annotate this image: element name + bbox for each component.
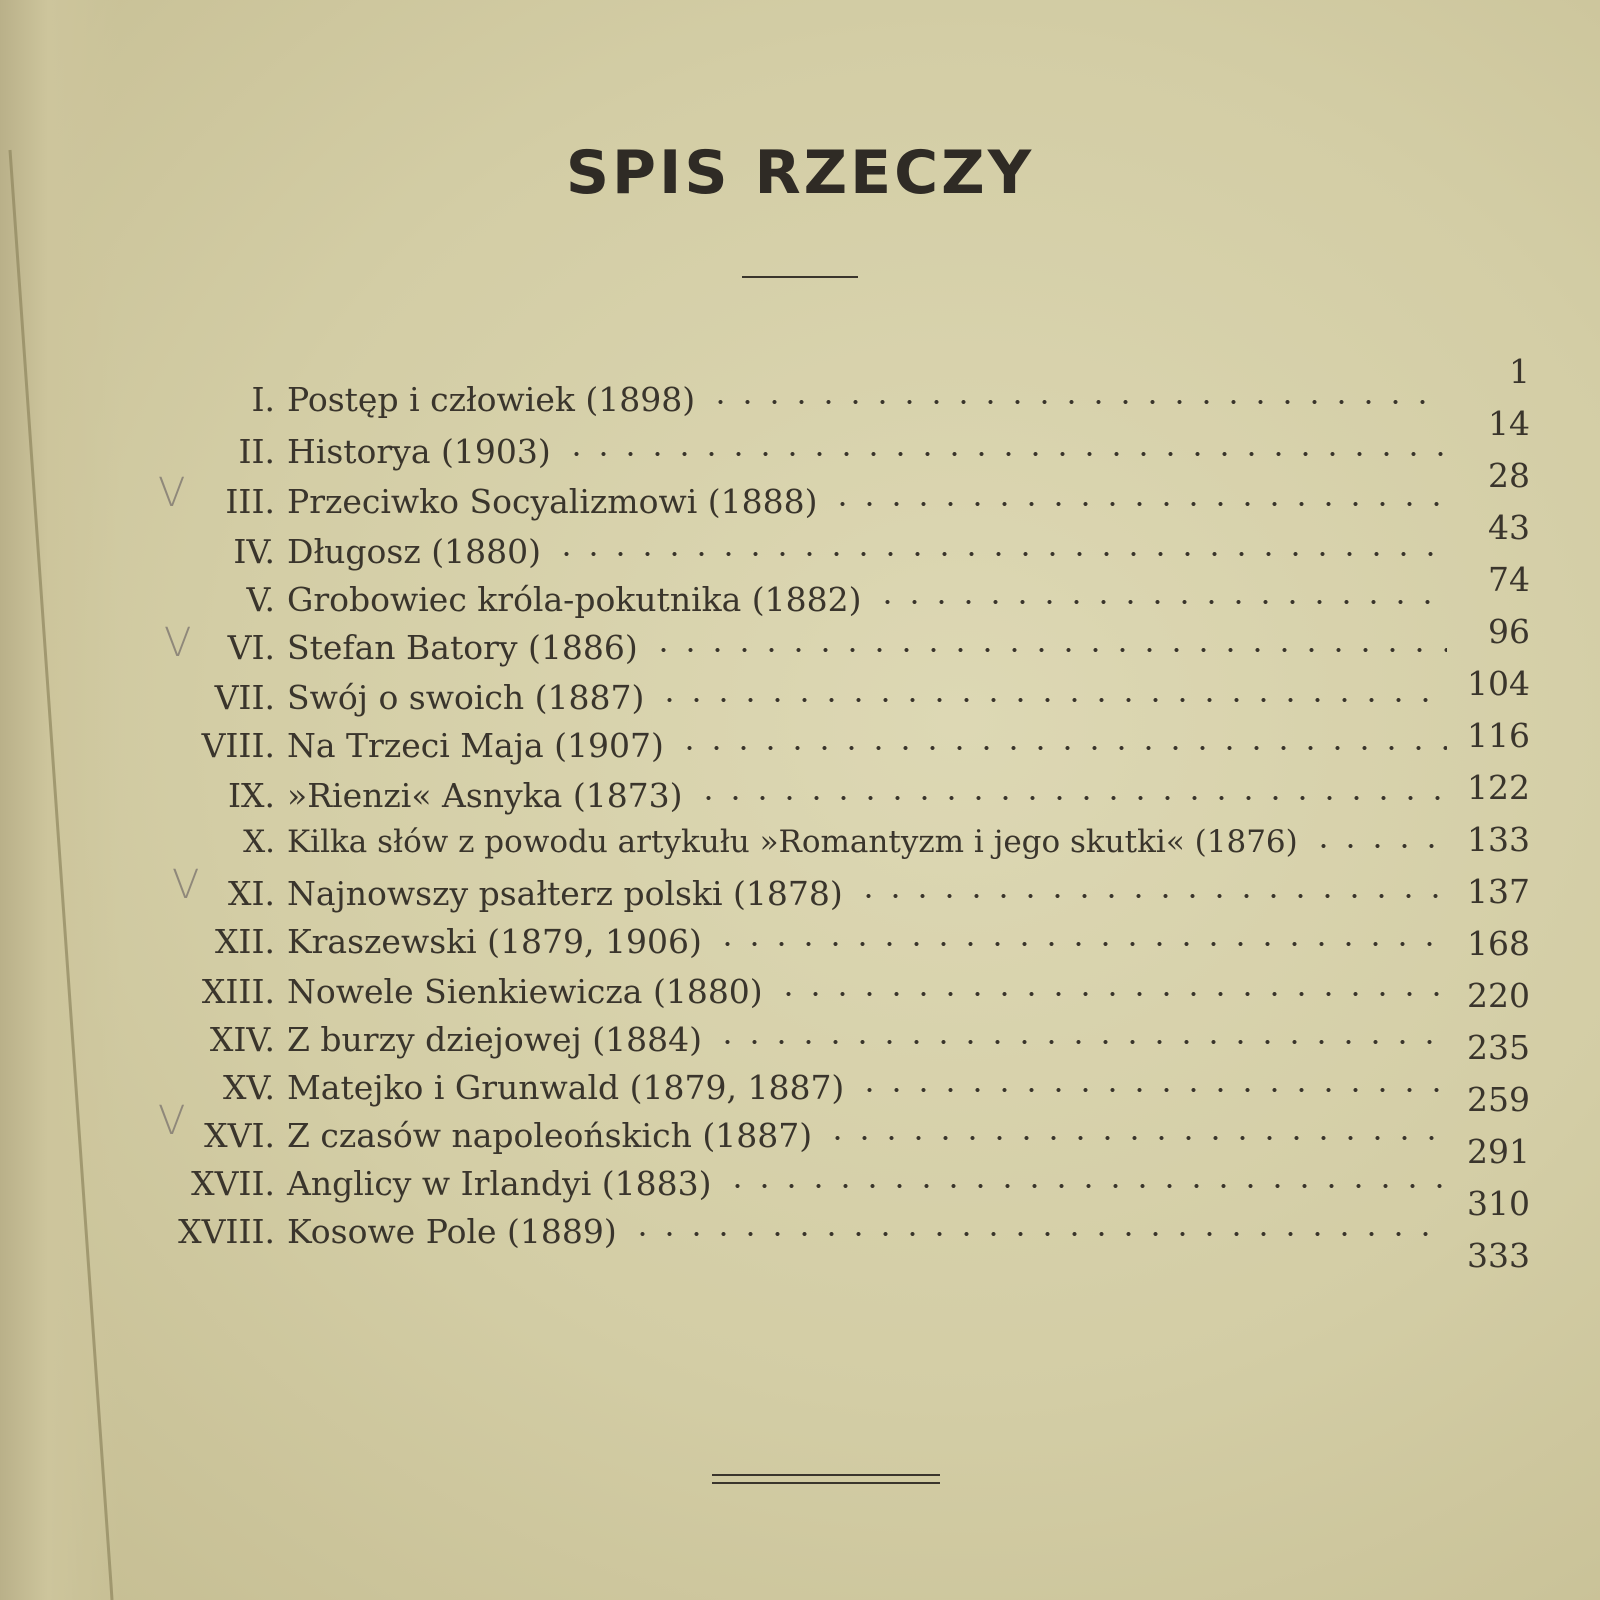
entry-numeral: IV. bbox=[233, 532, 275, 571]
entry-numeral: XV. bbox=[222, 1068, 275, 1107]
toc-entry bbox=[0, 1164, 1465, 1208]
dot-leader bbox=[629, 1229, 1447, 1239]
entry-page-number: 235 bbox=[1467, 1028, 1530, 1067]
toc-entry bbox=[0, 532, 1465, 576]
dot-leader bbox=[824, 1133, 1447, 1143]
pencil-checkmark: V bbox=[158, 1098, 186, 1144]
entry-title: Na Trzeci Maja (1907) bbox=[287, 726, 664, 765]
toc-entry bbox=[0, 726, 1465, 770]
toc-entry bbox=[0, 580, 1465, 624]
entry-page-number: 1 bbox=[1509, 352, 1530, 391]
toc-entry bbox=[0, 432, 1465, 476]
dot-leader bbox=[775, 989, 1447, 999]
pencil-checkmark: V bbox=[158, 470, 186, 516]
entry-page-number: 43 bbox=[1488, 508, 1530, 547]
toc-entry bbox=[0, 874, 1465, 918]
entry-title: Nowele Sienkiewicza (1880) bbox=[287, 972, 763, 1011]
entry-page-number: 333 bbox=[1467, 1236, 1530, 1275]
entry-numeral: V. bbox=[246, 580, 275, 619]
entry-title: Swój o swoich (1887) bbox=[287, 678, 645, 717]
page-title: SPIS RZECZY bbox=[565, 138, 1035, 208]
entry-title: Matejko i Grunwald (1879, 1887) bbox=[287, 1068, 845, 1107]
entry-page-number: 137 bbox=[1467, 872, 1530, 911]
entry-numeral: XVI. bbox=[204, 1116, 275, 1155]
entry-title: Postęp i człowiek (1898) bbox=[287, 380, 696, 419]
entry-title: Najnowszy psałterz polski (1878) bbox=[287, 874, 843, 913]
dot-leader bbox=[1310, 841, 1447, 851]
toc-entry bbox=[0, 678, 1465, 722]
entry-title: Z burzy dziejowej (1884) bbox=[287, 1020, 703, 1059]
toc-entry bbox=[0, 824, 1465, 868]
dot-leader bbox=[695, 793, 1447, 803]
entry-numeral: IX. bbox=[227, 776, 275, 815]
dot-leader bbox=[563, 449, 1447, 459]
toc-entry bbox=[0, 972, 1465, 1016]
entry-numeral: XVIII. bbox=[178, 1212, 275, 1251]
entry-page-number: 133 bbox=[1467, 820, 1530, 859]
entry-numeral: XI. bbox=[227, 874, 275, 913]
dot-leader bbox=[874, 597, 1447, 607]
entry-title: Kraszewski (1879, 1906) bbox=[287, 922, 702, 961]
entry-numeral: II. bbox=[238, 432, 275, 471]
dot-leader bbox=[714, 1037, 1447, 1047]
dot-leader bbox=[676, 743, 1447, 753]
toc-entry bbox=[0, 1068, 1465, 1112]
pencil-checkmark: V bbox=[172, 862, 200, 908]
entry-title: Przeciwko Socyalizmowi (1888) bbox=[287, 482, 818, 521]
entry-page-number: 168 bbox=[1467, 924, 1530, 963]
entry-numeral: I. bbox=[251, 380, 275, 419]
pencil-checkmark: V bbox=[164, 620, 192, 666]
toc-entry bbox=[0, 380, 1465, 424]
entry-page-number: 28 bbox=[1488, 456, 1530, 495]
entry-title: Kosowe Pole (1889) bbox=[287, 1212, 617, 1251]
dot-leader bbox=[714, 939, 1447, 949]
toc-entry bbox=[0, 628, 1465, 672]
entry-numeral: III. bbox=[225, 482, 275, 521]
entry-numeral: XIII. bbox=[201, 972, 275, 1011]
entry-numeral: XII. bbox=[214, 922, 275, 961]
entry-page-number: 122 bbox=[1467, 768, 1530, 807]
entry-title: »Rienzi« Asnyka (1873) bbox=[287, 776, 683, 815]
entry-page-number: 104 bbox=[1467, 664, 1530, 703]
entry-title: Stefan Batory (1886) bbox=[287, 628, 638, 667]
entry-page-number: 74 bbox=[1488, 560, 1530, 599]
entry-numeral: XVII. bbox=[191, 1164, 275, 1203]
dot-leader bbox=[553, 549, 1447, 559]
dot-leader bbox=[856, 1085, 1447, 1095]
dot-leader bbox=[724, 1181, 1447, 1191]
entry-page-number: 291 bbox=[1467, 1132, 1530, 1171]
dot-leader bbox=[829, 499, 1447, 509]
entry-title: Anglicy w Irlandyi (1883) bbox=[287, 1164, 712, 1203]
entry-title: Długosz (1880) bbox=[287, 532, 541, 571]
entry-numeral: VI. bbox=[227, 628, 275, 667]
footer-double-rule-top bbox=[712, 1474, 940, 1476]
entry-title: Kilka słów z powodu artykułu »Romantyzm i jego skutki« (1876) bbox=[287, 824, 1298, 860]
footer-double-rule-bottom bbox=[712, 1482, 940, 1484]
entry-page-number: 14 bbox=[1488, 404, 1530, 443]
toc-entry bbox=[0, 776, 1465, 820]
toc-entry bbox=[0, 1020, 1465, 1064]
entry-numeral: VIII. bbox=[201, 726, 275, 765]
entry-page-number: 96 bbox=[1488, 612, 1530, 651]
entry-page-number: 220 bbox=[1467, 976, 1530, 1015]
entry-title: Z czasów napoleońskich (1887) bbox=[287, 1116, 813, 1155]
dot-leader bbox=[656, 695, 1447, 705]
entry-page-number: 310 bbox=[1467, 1184, 1530, 1223]
entry-title: Grobowiec króla-pokutnika (1882) bbox=[287, 580, 862, 619]
entry-page-number: 116 bbox=[1467, 716, 1530, 755]
entry-numeral: XIV. bbox=[209, 1020, 275, 1059]
entry-numeral: VII. bbox=[214, 678, 275, 717]
toc-entry bbox=[0, 1212, 1465, 1256]
toc-entry bbox=[0, 482, 1465, 526]
dot-leader bbox=[855, 891, 1447, 901]
entry-numeral: X. bbox=[243, 824, 275, 860]
dot-leader bbox=[707, 397, 1447, 407]
entry-page-number: 259 bbox=[1467, 1080, 1530, 1119]
toc-entry bbox=[0, 1116, 1465, 1160]
dot-leader bbox=[650, 645, 1447, 655]
entry-title: Historya (1903) bbox=[287, 432, 551, 471]
toc-entry bbox=[0, 922, 1465, 966]
